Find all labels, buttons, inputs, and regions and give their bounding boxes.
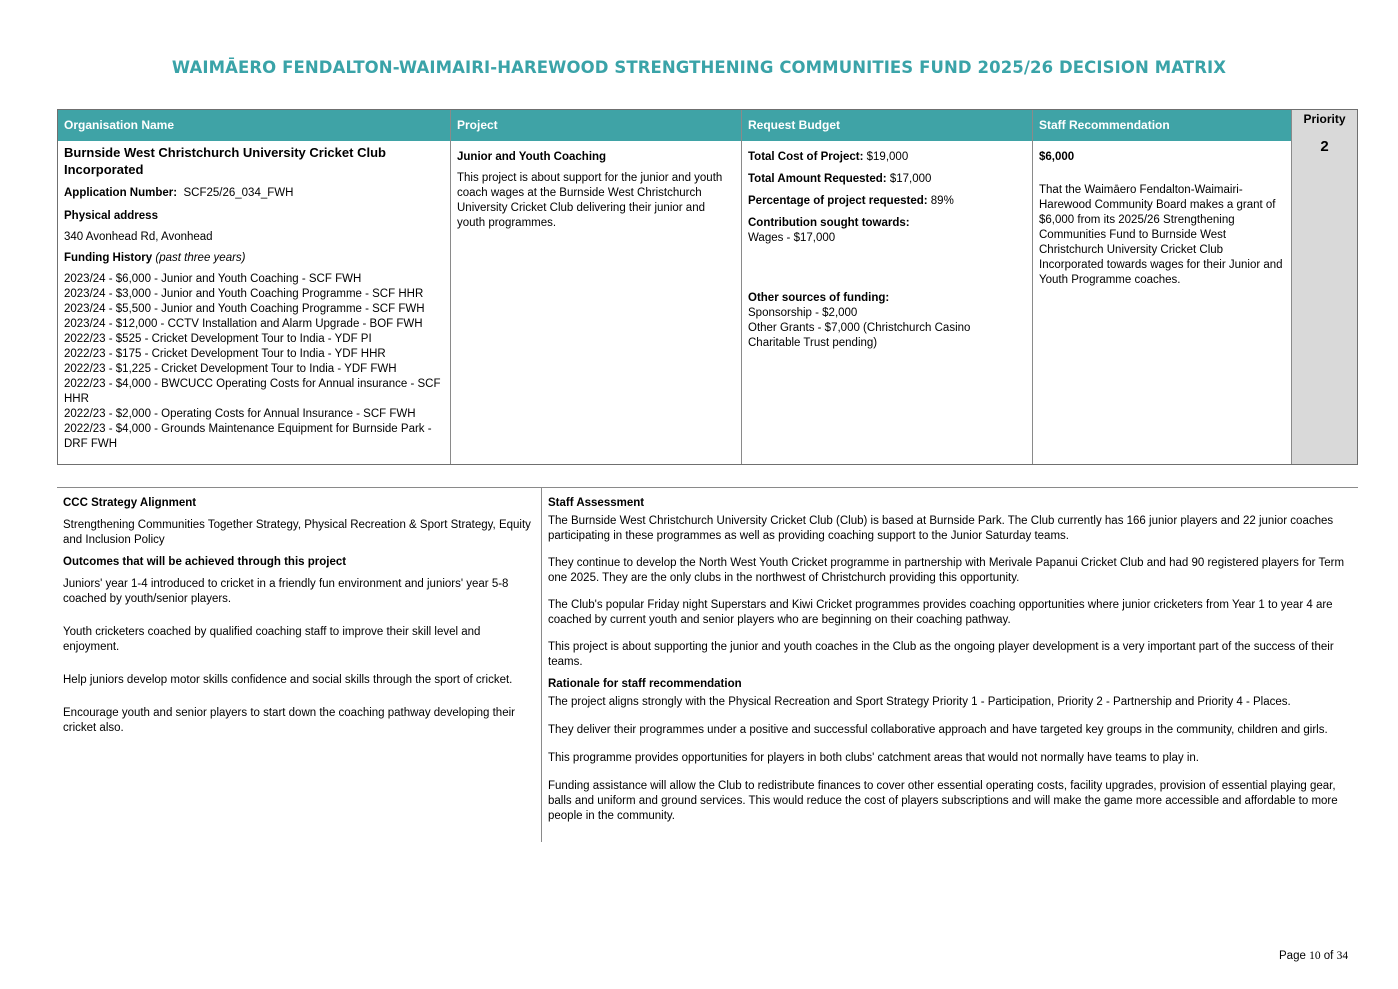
- list-item: 2022/23 - $2,000 - Operating Costs for Annual Insurance - SCF FWH: [64, 408, 416, 420]
- rationale-paragraph: They deliver their programmes under a positive and successful collaborative approach and have targeted key groups in the community, children and girls.: [548, 724, 1328, 736]
- rationale-heading: Rationale for staff recommendation: [548, 678, 742, 690]
- column-divider: [541, 488, 542, 842]
- assessment-paragraph: The Club's popular Friday night Superstars and Kiwi Cricket programmes provides coaching opportunities where junior cricketers from Year 1 to year 4 are coached by current youth and senior players who are beginning on their coaching pathway.: [548, 599, 1333, 626]
- list-item: 2023/24 - $5,500 - Junior and Youth Coaching Programme - SCF FWH: [64, 303, 425, 315]
- percentage-requested: Percentage of project requested: 89%: [748, 195, 954, 207]
- application-number: Application Number: SCF25/26_034_FWH: [64, 187, 294, 199]
- priority-value: 2: [1320, 138, 1329, 155]
- header-staff-recommendation: Staff Recommendation: [1033, 110, 1291, 141]
- header-priority: Priority: [1303, 112, 1346, 126]
- list-item: 2022/23 - $175 - Cricket Development Tour to India - YDF HHR: [64, 348, 386, 360]
- section-divider: [57, 487, 1358, 488]
- funding-history-label: Funding History (past three years): [64, 252, 246, 264]
- list-item: 2022/23 - $4,000 - BWCUCC Operating Costs for Annual insurance - SCF HHR: [64, 378, 441, 405]
- recommendation-text: That the Waimāero Fendalton-Waimairi-Harewood Community Board makes a grant of $6,000 from its 2025/26 Strengthening Communities Fund to Burnside West Christchurch University Cricket Club Incorporated towards wages for their Junior and Youth Programme coaches.: [1039, 184, 1283, 286]
- budget-column: [742, 110, 1033, 464]
- project-description: This project is about support for the junior and youth coach wages at the Burnside West Christchurch University Cricket Club delivering their junior and youth programmes.: [457, 172, 723, 229]
- address-value: 340 Avonhead Rd, Avonhead: [64, 231, 213, 243]
- outcome-item: Help juniors develop motor skills confidence and social skills through the sport of cricket.: [63, 674, 513, 686]
- assessment-heading: Staff Assessment: [548, 497, 645, 509]
- other-funding-item: Other Grants - $7,000 (Christchurch Casino Charitable Trust pending): [748, 322, 971, 349]
- staff-recommendation-column: [1033, 110, 1292, 464]
- strategy-text: Strengthening Communities Together Strategy, Physical Recreation & Sport Strategy, Equity and Inclusion Policy: [63, 519, 531, 546]
- assessment-paragraph: This project is about supporting the junior and youth coaches in the Club as the ongoing player development is a very important part of the success of their teams.: [548, 641, 1334, 668]
- header-organisation-name: Organisation Name: [58, 110, 450, 141]
- contribution-label: Contribution sought towards:: [748, 217, 910, 229]
- outcome-item: Juniors' year 1-4 introduced to cricket in a friendly fun environment and juniors' year 5-8 coached by youth/senior players.: [63, 578, 509, 605]
- organisation-column: [58, 110, 451, 464]
- header-project: Project: [451, 110, 741, 141]
- rationale-paragraph: The project aligns strongly with the Physical Recreation and Sport Strategy Priority 1 - Participation, Priority 2 - Partnership and Priority 4 - Places.: [548, 696, 1291, 708]
- decision-matrix-table: [57, 109, 1358, 465]
- address-label: Physical address: [64, 210, 158, 222]
- outcome-item: Youth cricketers coached by qualified coaching staff to improve their skill level and enjoyment.: [63, 626, 481, 653]
- list-item: 2022/23 - $1,225 - Cricket Development Tour to India - YDF FWH: [64, 363, 397, 375]
- list-item: 2023/24 - $6,000 - Junior and Youth Coaching - SCF FWH: [64, 273, 362, 285]
- strategy-section: [63, 496, 535, 736]
- list-item: 2023/24 - $3,000 - Junior and Youth Coaching Programme - SCF HHR: [64, 288, 424, 300]
- priority-column: [1292, 110, 1357, 464]
- strategy-heading: CCC Strategy Alignment: [63, 497, 197, 509]
- page-number: Page 10 of 34: [1279, 950, 1349, 962]
- project-title: Junior and Youth Coaching: [457, 151, 607, 163]
- other-funding-item: Sponsorship - $2,000: [748, 307, 858, 319]
- contribution-value: Wages - $17,000: [748, 232, 836, 244]
- other-funding-label: Other sources of funding:: [748, 292, 890, 304]
- assessment-section: [548, 496, 1348, 824]
- project-column: [451, 110, 742, 464]
- recommended-amount: $6,000: [1039, 151, 1075, 163]
- total-requested: Total Amount Requested: $17,000: [748, 173, 932, 185]
- rationale-paragraph: Funding assistance will allow the Club to redistribute finances to cover other essential operating costs, facility upgrades, provision of essential playing gear, balls and uniform and ground services. This would reduce the cost of players subscriptions and will make the game more accessible and affordable to more people in the community.: [548, 780, 1338, 822]
- header-request-budget: Request Budget: [742, 110, 1032, 141]
- list-item: 2022/23 - $525 - Cricket Development Tour to India - YDF PI: [64, 333, 372, 345]
- assessment-paragraph: They continue to develop the North West Youth Cricket programme in partnership with Merivale Papanui Cricket Club and had 90 registered players for Term one 2025. They are the only clubs in the northwest of Christchurch providing this opportunity.: [548, 557, 1345, 584]
- outcomes-heading: Outcomes that will be achieved through this project: [63, 556, 347, 568]
- assessment-paragraph: The Burnside West Christchurch University Cricket Club (Club) is based at Burnside Park. The Club currently has 166 junior players and 22 junior coaches participating in these programmes as well as providing coaching support to the Junior Saturday teams.: [548, 515, 1334, 542]
- funding-history-list: [64, 272, 444, 452]
- organisation-name: Burnside West Christchurch University Cricket Club Incorporated: [64, 145, 386, 177]
- total-cost: Total Cost of Project: $19,000: [748, 151, 909, 163]
- list-item: 2022/23 - $4,000 - Grounds Maintenance Equipment for Burnside Park - DRF FWH: [64, 423, 432, 450]
- page-title: WAIMĀERO FENDALTON-WAIMAIRI-HAREWOOD STRENGTHENING COMMUNITIES FUND 2025/26 DECISION MATRIX: [171, 58, 1227, 77]
- outcome-item: Encourage youth and senior players to start down the coaching pathway developing their cricket also.: [63, 707, 515, 734]
- list-item: 2023/24 - $12,000 - CCTV Installation and Alarm Upgrade - BOF FWH: [64, 318, 423, 330]
- rationale-paragraph: This programme provides opportunities for players in both clubs' catchment areas that would not normally have teams to play in.: [548, 752, 1199, 764]
